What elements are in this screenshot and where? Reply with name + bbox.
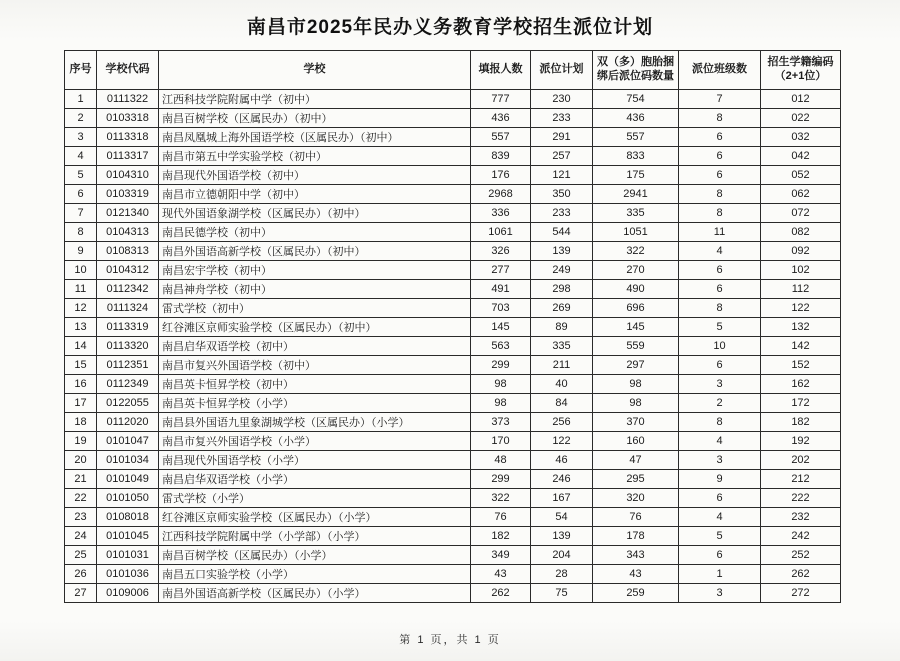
table-row xyxy=(65,185,841,204)
table-row xyxy=(65,470,841,489)
table-row xyxy=(65,489,841,508)
cell-school-code: 0103319 xyxy=(97,185,159,204)
cell-student-id-code: 062 xyxy=(761,185,841,204)
table-row xyxy=(65,565,841,584)
cell-school-code: 0101050 xyxy=(97,489,159,508)
cell-twin-bound-codes: 696 xyxy=(593,299,679,318)
cell-plan: 139 xyxy=(531,527,593,546)
cell-applicants: 777 xyxy=(471,90,531,109)
cell-plan: 46 xyxy=(531,451,593,470)
cell-applicants: 1061 xyxy=(471,223,531,242)
cell-student-id-code: 012 xyxy=(761,90,841,109)
cell-index: 25 xyxy=(65,546,97,565)
cell-school-name: 红谷滩区京师实验学校（区属民办）（小学） xyxy=(159,508,471,527)
cell-school-code: 0113319 xyxy=(97,318,159,337)
cell-class-count: 8 xyxy=(679,204,761,223)
cell-plan: 291 xyxy=(531,128,593,147)
cell-plan: 246 xyxy=(531,470,593,489)
cell-plan: 204 xyxy=(531,546,593,565)
cell-student-id-code: 092 xyxy=(761,242,841,261)
cell-twin-bound-codes: 175 xyxy=(593,166,679,185)
cell-class-count: 8 xyxy=(679,299,761,318)
table-row xyxy=(65,584,841,603)
table-row xyxy=(65,261,841,280)
cell-class-count: 11 xyxy=(679,223,761,242)
cell-school-code: 0122055 xyxy=(97,394,159,413)
cell-index: 20 xyxy=(65,451,97,470)
table-header xyxy=(65,51,841,90)
cell-applicants: 326 xyxy=(471,242,531,261)
table-row xyxy=(65,204,841,223)
cell-twin-bound-codes: 297 xyxy=(593,356,679,375)
cell-school-name: 南昌五口实验学校（小学） xyxy=(159,565,471,584)
cell-school-code: 0104312 xyxy=(97,261,159,280)
cell-student-id-code: 192 xyxy=(761,432,841,451)
cell-plan: 269 xyxy=(531,299,593,318)
cell-school-name: 南昌市复兴外国语学校（小学） xyxy=(159,432,471,451)
table-row xyxy=(65,318,841,337)
cell-index: 10 xyxy=(65,261,97,280)
table-row xyxy=(65,546,841,565)
cell-applicants: 436 xyxy=(471,109,531,128)
cell-twin-bound-codes: 490 xyxy=(593,280,679,299)
cell-applicants: 299 xyxy=(471,356,531,375)
cell-index: 18 xyxy=(65,413,97,432)
cell-twin-bound-codes: 178 xyxy=(593,527,679,546)
cell-twin-bound-codes: 436 xyxy=(593,109,679,128)
cell-school-name: 南昌外国语高新学校（区属民办）（初中） xyxy=(159,242,471,261)
cell-student-id-code: 122 xyxy=(761,299,841,318)
cell-student-id-code: 172 xyxy=(761,394,841,413)
cell-applicants: 176 xyxy=(471,166,531,185)
cell-twin-bound-codes: 754 xyxy=(593,90,679,109)
cell-twin-bound-codes: 76 xyxy=(593,508,679,527)
cell-student-id-code: 022 xyxy=(761,109,841,128)
cell-school-code: 0101047 xyxy=(97,432,159,451)
cell-applicants: 373 xyxy=(471,413,531,432)
cell-school-name: 红谷滩区京师实验学校（区属民办）（初中） xyxy=(159,318,471,337)
cell-plan: 544 xyxy=(531,223,593,242)
cell-applicants: 491 xyxy=(471,280,531,299)
cell-index: 22 xyxy=(65,489,97,508)
cell-index: 14 xyxy=(65,337,97,356)
cell-plan: 28 xyxy=(531,565,593,584)
cell-class-count: 4 xyxy=(679,242,761,261)
cell-twin-bound-codes: 295 xyxy=(593,470,679,489)
cell-class-count: 6 xyxy=(679,489,761,508)
cell-index: 27 xyxy=(65,584,97,603)
cell-plan: 211 xyxy=(531,356,593,375)
cell-student-id-code: 042 xyxy=(761,147,841,166)
cell-student-id-code: 072 xyxy=(761,204,841,223)
cell-index: 11 xyxy=(65,280,97,299)
table-row xyxy=(65,508,841,527)
cell-twin-bound-codes: 47 xyxy=(593,451,679,470)
cell-index: 6 xyxy=(65,185,97,204)
cell-school-name: 南昌市立德朝阳中学（初中） xyxy=(159,185,471,204)
table-row xyxy=(65,166,841,185)
cell-index: 1 xyxy=(65,90,97,109)
cell-index: 21 xyxy=(65,470,97,489)
cell-school-code: 0113320 xyxy=(97,337,159,356)
cell-student-id-code: 272 xyxy=(761,584,841,603)
cell-applicants: 262 xyxy=(471,584,531,603)
cell-applicants: 322 xyxy=(471,489,531,508)
cell-applicants: 299 xyxy=(471,470,531,489)
cell-class-count: 6 xyxy=(679,128,761,147)
cell-plan: 233 xyxy=(531,109,593,128)
cell-applicants: 2968 xyxy=(471,185,531,204)
cell-plan: 257 xyxy=(531,147,593,166)
cell-school-name: 南昌英卡恒昇学校（初中） xyxy=(159,375,471,394)
cell-twin-bound-codes: 1051 xyxy=(593,223,679,242)
cell-school-code: 0101031 xyxy=(97,546,159,565)
cell-plan: 75 xyxy=(531,584,593,603)
cell-plan: 122 xyxy=(531,432,593,451)
cell-student-id-code: 082 xyxy=(761,223,841,242)
cell-index: 3 xyxy=(65,128,97,147)
cell-plan: 139 xyxy=(531,242,593,261)
cell-school-name: 南昌外国语高新学校（区属民办）（小学） xyxy=(159,584,471,603)
cell-school-code: 0101049 xyxy=(97,470,159,489)
col-header-plan: 派位计划 xyxy=(531,51,593,90)
cell-plan: 335 xyxy=(531,337,593,356)
cell-student-id-code: 252 xyxy=(761,546,841,565)
cell-school-name: 江西科技学院附属中学（小学部）（小学） xyxy=(159,527,471,546)
cell-class-count: 8 xyxy=(679,185,761,204)
cell-index: 19 xyxy=(65,432,97,451)
cell-twin-bound-codes: 160 xyxy=(593,432,679,451)
cell-index: 15 xyxy=(65,356,97,375)
cell-applicants: 98 xyxy=(471,375,531,394)
cell-class-count: 6 xyxy=(679,546,761,565)
table-row xyxy=(65,242,841,261)
cell-school-code: 0108018 xyxy=(97,508,159,527)
cell-applicants: 48 xyxy=(471,451,531,470)
cell-school-name: 南昌凤凰城上海外国语学校（区属民办）（初中） xyxy=(159,128,471,147)
cell-plan: 256 xyxy=(531,413,593,432)
cell-applicants: 98 xyxy=(471,394,531,413)
table-row xyxy=(65,413,841,432)
col-header-index: 序号 xyxy=(65,51,97,90)
table-row xyxy=(65,147,841,166)
cell-plan: 54 xyxy=(531,508,593,527)
cell-class-count: 3 xyxy=(679,451,761,470)
cell-twin-bound-codes: 2941 xyxy=(593,185,679,204)
cell-index: 5 xyxy=(65,166,97,185)
cell-twin-bound-codes: 833 xyxy=(593,147,679,166)
cell-school-code: 0121340 xyxy=(97,204,159,223)
cell-school-name: 江西科技学院附属中学（初中） xyxy=(159,90,471,109)
table-row xyxy=(65,432,841,451)
cell-student-id-code: 132 xyxy=(761,318,841,337)
cell-school-name: 南昌百树学校（区属民办）（小学） xyxy=(159,546,471,565)
cell-school-name: 现代外国语象湖学校（区属民办）（初中） xyxy=(159,204,471,223)
cell-class-count: 6 xyxy=(679,166,761,185)
table-row xyxy=(65,356,841,375)
cell-school-name: 南昌现代外国语学校（初中） xyxy=(159,166,471,185)
cell-school-name: 南昌市复兴外国语学校（初中） xyxy=(159,356,471,375)
cell-twin-bound-codes: 98 xyxy=(593,394,679,413)
table-row xyxy=(65,90,841,109)
table-row xyxy=(65,394,841,413)
cell-student-id-code: 152 xyxy=(761,356,841,375)
cell-applicants: 277 xyxy=(471,261,531,280)
cell-applicants: 557 xyxy=(471,128,531,147)
cell-school-code: 0112342 xyxy=(97,280,159,299)
cell-plan: 84 xyxy=(531,394,593,413)
cell-class-count: 8 xyxy=(679,413,761,432)
cell-student-id-code: 242 xyxy=(761,527,841,546)
cell-plan: 121 xyxy=(531,166,593,185)
table-row xyxy=(65,527,841,546)
cell-class-count: 9 xyxy=(679,470,761,489)
cell-school-name: 雷式学校（小学） xyxy=(159,489,471,508)
cell-school-code: 0112020 xyxy=(97,413,159,432)
cell-applicants: 145 xyxy=(471,318,531,337)
cell-class-count: 3 xyxy=(679,375,761,394)
cell-index: 26 xyxy=(65,565,97,584)
cell-school-name: 南昌宏宇学校（初中） xyxy=(159,261,471,280)
cell-school-name: 南昌百树学校（区属民办）（初中） xyxy=(159,109,471,128)
cell-twin-bound-codes: 335 xyxy=(593,204,679,223)
cell-applicants: 336 xyxy=(471,204,531,223)
col-header-school-code: 学校代码 xyxy=(97,51,159,90)
cell-class-count: 6 xyxy=(679,147,761,166)
cell-twin-bound-codes: 559 xyxy=(593,337,679,356)
cell-school-code: 0104310 xyxy=(97,166,159,185)
col-header-applicants: 填报人数 xyxy=(471,51,531,90)
cell-school-code: 0101036 xyxy=(97,565,159,584)
cell-school-name: 南昌启华双语学校（初中） xyxy=(159,337,471,356)
cell-school-name: 南昌民德学校（初中） xyxy=(159,223,471,242)
cell-student-id-code: 202 xyxy=(761,451,841,470)
cell-index: 2 xyxy=(65,109,97,128)
cell-school-name: 南昌英卡恒昇学校（小学） xyxy=(159,394,471,413)
cell-index: 23 xyxy=(65,508,97,527)
cell-class-count: 4 xyxy=(679,508,761,527)
col-header-class-count: 派位班级数 xyxy=(679,51,761,90)
cell-applicants: 182 xyxy=(471,527,531,546)
cell-school-code: 0101034 xyxy=(97,451,159,470)
cell-twin-bound-codes: 370 xyxy=(593,413,679,432)
cell-twin-bound-codes: 259 xyxy=(593,584,679,603)
cell-index: 16 xyxy=(65,375,97,394)
cell-twin-bound-codes: 557 xyxy=(593,128,679,147)
cell-student-id-code: 032 xyxy=(761,128,841,147)
col-header-twin-bound-codes: 双（多）胞胎捆绑后派位码数量 xyxy=(593,51,679,90)
cell-index: 12 xyxy=(65,299,97,318)
cell-school-code: 0113318 xyxy=(97,128,159,147)
cell-applicants: 839 xyxy=(471,147,531,166)
cell-school-code: 0111324 xyxy=(97,299,159,318)
cell-student-id-code: 142 xyxy=(761,337,841,356)
cell-class-count: 6 xyxy=(679,280,761,299)
cell-applicants: 43 xyxy=(471,565,531,584)
cell-class-count: 5 xyxy=(679,527,761,546)
table-row xyxy=(65,451,841,470)
cell-school-code: 0109006 xyxy=(97,584,159,603)
cell-student-id-code: 222 xyxy=(761,489,841,508)
cell-applicants: 76 xyxy=(471,508,531,527)
cell-index: 24 xyxy=(65,527,97,546)
cell-class-count: 4 xyxy=(679,432,761,451)
cell-student-id-code: 182 xyxy=(761,413,841,432)
cell-school-name: 南昌市第五中学实验学校（初中） xyxy=(159,147,471,166)
cell-applicants: 349 xyxy=(471,546,531,565)
cell-index: 13 xyxy=(65,318,97,337)
cell-plan: 249 xyxy=(531,261,593,280)
cell-class-count: 2 xyxy=(679,394,761,413)
cell-twin-bound-codes: 98 xyxy=(593,375,679,394)
table-row xyxy=(65,128,841,147)
cell-applicants: 563 xyxy=(471,337,531,356)
cell-class-count: 1 xyxy=(679,565,761,584)
cell-school-name: 雷式学校（初中） xyxy=(159,299,471,318)
cell-school-name: 南昌现代外国语学校（小学） xyxy=(159,451,471,470)
cell-plan: 298 xyxy=(531,280,593,299)
cell-school-code: 0101045 xyxy=(97,527,159,546)
admission-plan-table xyxy=(64,50,841,603)
cell-school-code: 0113317 xyxy=(97,147,159,166)
cell-plan: 89 xyxy=(531,318,593,337)
cell-student-id-code: 232 xyxy=(761,508,841,527)
cell-class-count: 3 xyxy=(679,584,761,603)
table-row xyxy=(65,223,841,242)
cell-twin-bound-codes: 322 xyxy=(593,242,679,261)
cell-school-code: 0108313 xyxy=(97,242,159,261)
cell-school-code: 0111322 xyxy=(97,90,159,109)
page-title: 南昌市2025年民办义务教育学校招生派位计划 xyxy=(246,17,654,38)
cell-student-id-code: 102 xyxy=(761,261,841,280)
cell-applicants: 703 xyxy=(471,299,531,318)
cell-class-count: 6 xyxy=(679,261,761,280)
page-number: 第 1 页，共 1 页 xyxy=(399,634,501,646)
cell-twin-bound-codes: 43 xyxy=(593,565,679,584)
cell-index: 4 xyxy=(65,147,97,166)
cell-school-name: 南昌县外国语九里象湖城学校（区属民办）（小学） xyxy=(159,413,471,432)
cell-index: 7 xyxy=(65,204,97,223)
cell-twin-bound-codes: 343 xyxy=(593,546,679,565)
cell-index: 9 xyxy=(65,242,97,261)
cell-school-code: 0112349 xyxy=(97,375,159,394)
cell-student-id-code: 262 xyxy=(761,565,841,584)
table-row xyxy=(65,299,841,318)
cell-applicants: 170 xyxy=(471,432,531,451)
cell-school-name: 南昌启华双语学校（小学） xyxy=(159,470,471,489)
cell-class-count: 10 xyxy=(679,337,761,356)
header-row xyxy=(65,51,841,90)
cell-plan: 167 xyxy=(531,489,593,508)
cell-twin-bound-codes: 270 xyxy=(593,261,679,280)
cell-class-count: 5 xyxy=(679,318,761,337)
table-row xyxy=(65,280,841,299)
cell-student-id-code: 212 xyxy=(761,470,841,489)
cell-index: 17 xyxy=(65,394,97,413)
cell-class-count: 6 xyxy=(679,356,761,375)
cell-class-count: 7 xyxy=(679,90,761,109)
cell-school-code: 0104313 xyxy=(97,223,159,242)
cell-plan: 350 xyxy=(531,185,593,204)
table-row xyxy=(65,375,841,394)
cell-school-code: 0103318 xyxy=(97,109,159,128)
table-row xyxy=(65,109,841,128)
cell-twin-bound-codes: 320 xyxy=(593,489,679,508)
col-header-school-name: 学校 xyxy=(159,51,471,90)
cell-class-count: 8 xyxy=(679,109,761,128)
cell-student-id-code: 112 xyxy=(761,280,841,299)
cell-school-name: 南昌神舟学校（初中） xyxy=(159,280,471,299)
cell-plan: 230 xyxy=(531,90,593,109)
cell-student-id-code: 052 xyxy=(761,166,841,185)
table-body xyxy=(65,90,841,603)
cell-school-code: 0112351 xyxy=(97,356,159,375)
cell-twin-bound-codes: 145 xyxy=(593,318,679,337)
col-header-student-id-code: 招生学籍编码（2+1位） xyxy=(761,51,841,90)
cell-index: 8 xyxy=(65,223,97,242)
cell-plan: 40 xyxy=(531,375,593,394)
cell-plan: 233 xyxy=(531,204,593,223)
cell-student-id-code: 162 xyxy=(761,375,841,394)
table-row xyxy=(65,337,841,356)
